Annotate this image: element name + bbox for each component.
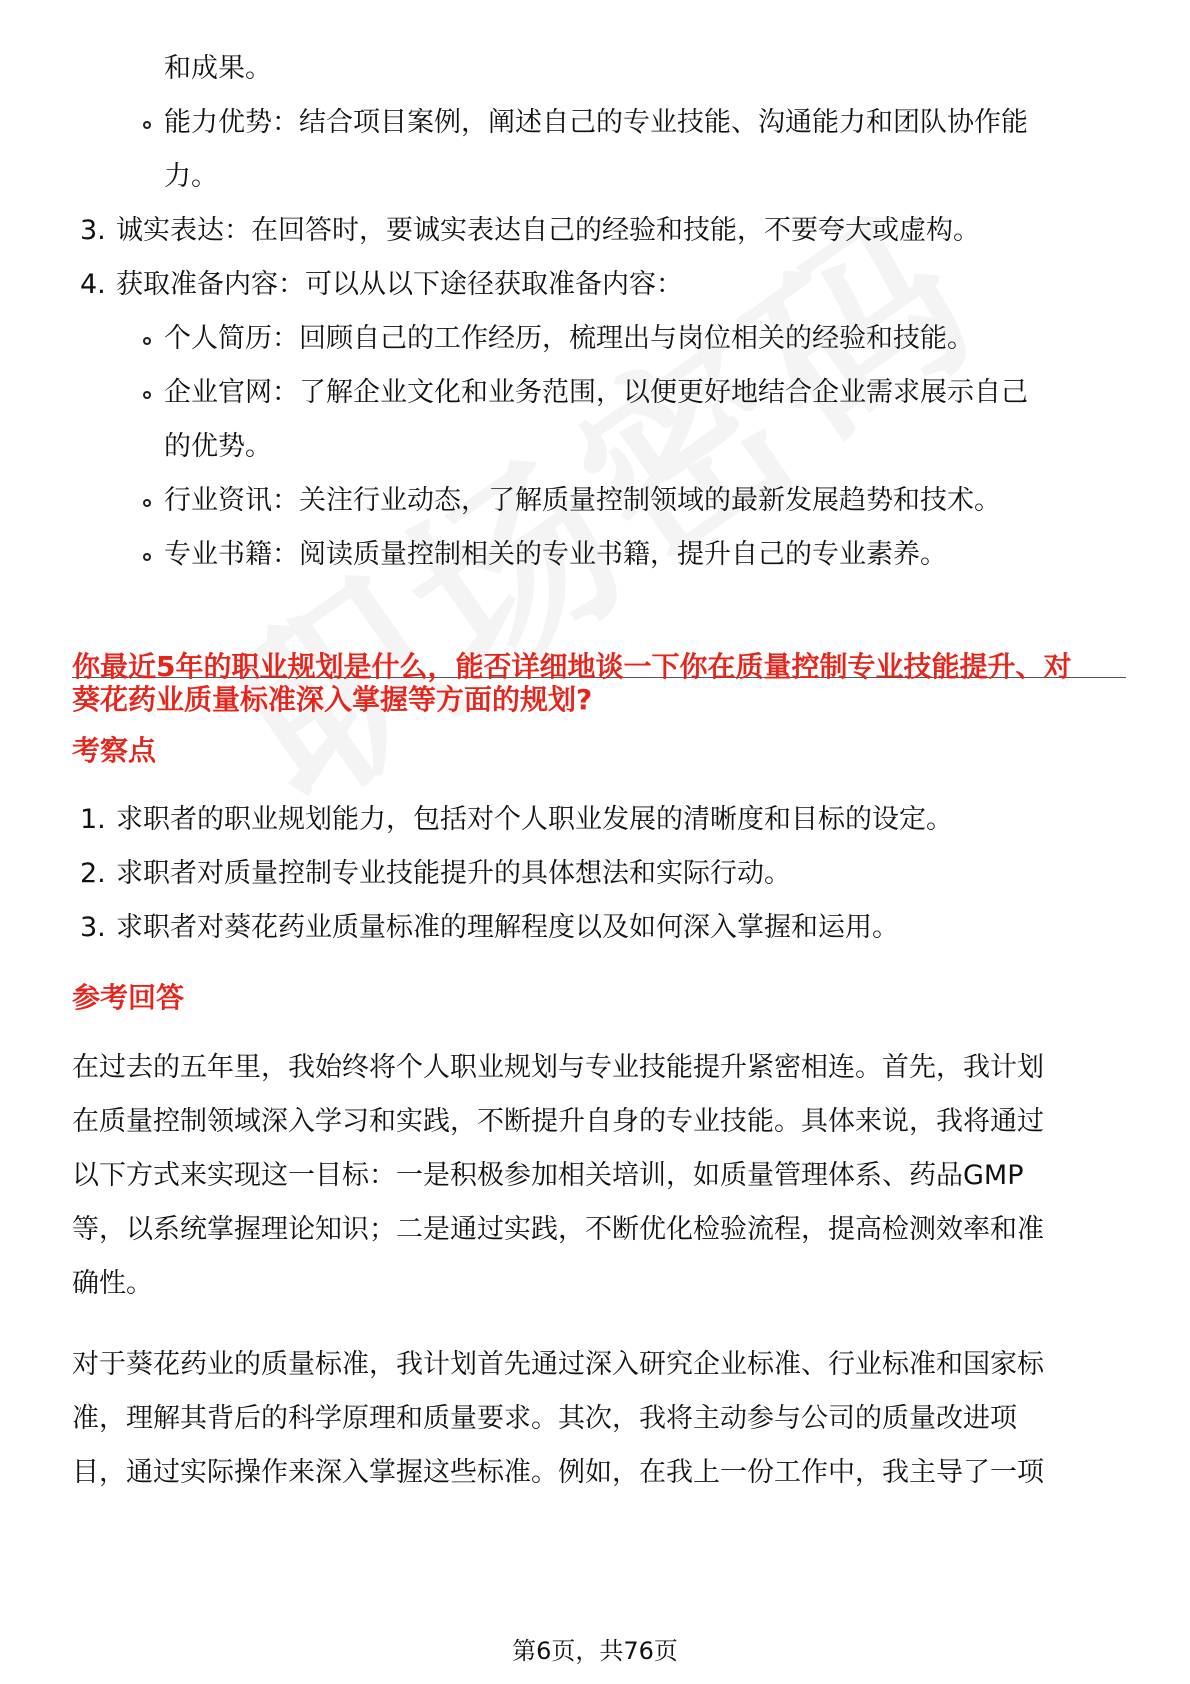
question-line1: 你最近5年的职业规划是什么，能否详细地谈一下你在质量控制专业技能提升、对 (72, 650, 1072, 683)
list-item-honest: 诚实表达：在回答时，要诚实表达自己的经验和技能，不要夸大或虚构。 (116, 215, 980, 246)
bullet-icon (143, 499, 151, 507)
answer-para2-line: 目，通过实际操作来深入掌握这些标准。例如，在我上一份工作中，我主导了一项 (72, 1457, 1044, 1488)
list-number: 1. (80, 804, 106, 835)
list-number: 3. (80, 912, 106, 943)
sub-item-website-line2: 的优势。 (164, 431, 272, 462)
bullet-icon (143, 121, 151, 129)
question-line2: 葵花药业质量标准深入掌握等方面的规划? (72, 683, 593, 716)
bullet-icon (143, 337, 151, 345)
examination-title: 考察点 (72, 734, 157, 767)
list-continuation: 和成果。 (164, 53, 272, 84)
examination-item: 求职者的职业规划能力，包括对个人职业发展的清晰度和目标的设定。 (116, 804, 953, 835)
answer-title: 参考回答 (72, 981, 185, 1014)
bullet-icon (143, 553, 151, 561)
answer-para1-line: 以下方式来实现这一目标：一是积极参加相关培训，如质量管理体系、药品GMP (72, 1160, 1024, 1191)
examination-item: 求职者对葵花药业质量标准的理解程度以及如何深入掌握和运用。 (116, 912, 899, 943)
answer-para1-line: 等，以系统掌握理论知识；二是通过实践，不断优化检验流程，提高检测效率和准 (72, 1214, 1044, 1245)
answer-para1-line: 在过去的五年里，我始终将个人职业规划与专业技能提升紧密相连。首先，我计划 (72, 1052, 1044, 1083)
sub-item-website-line1: 企业官网：了解企业文化和业务范围，以便更好地结合企业需求展示自己 (164, 377, 1028, 408)
sub-item-books: 专业书籍：阅读质量控制相关的专业书籍，提升自己的专业素养。 (164, 539, 947, 570)
answer-para2-line: 对于葵花药业的质量标准，我计划首先通过深入研究企业标准、行业标准和国家标 (72, 1349, 1044, 1380)
page-footer: 第6页，共76页 (512, 1637, 678, 1665)
examination-item: 求职者对质量控制专业技能提升的具体想法和实际行动。 (116, 858, 791, 889)
answer-para1-line: 在质量控制领域深入学习和实践，不断提升自身的专业技能。具体来说，我将通过 (72, 1106, 1044, 1137)
sub-item-ability-line1: 能力优势：结合项目案例，阐述自己的专业技能、沟通能力和团队协作能 (164, 107, 1028, 138)
sub-item-resume: 个人简历：回顾自己的工作经历，梳理出与岗位相关的经验和技能。 (164, 323, 974, 354)
answer-para1-line: 确性。 (72, 1268, 153, 1299)
sub-item-news: 行业资讯：关注行业动态，了解质量控制领域的最新发展趋势和技术。 (164, 485, 1001, 516)
bullet-icon (143, 391, 151, 399)
list-number: 4. (80, 269, 106, 300)
list-number: 3. (80, 215, 106, 246)
list-number: 2. (80, 858, 106, 889)
list-item-prepare: 获取准备内容：可以从以下途径获取准备内容： (116, 269, 683, 300)
sub-item-ability-line2: 力。 (164, 161, 218, 192)
answer-para2-line: 准，理解其背后的科学原理和质量要求。其次，我将主动参与公司的质量改进项 (72, 1403, 1017, 1434)
